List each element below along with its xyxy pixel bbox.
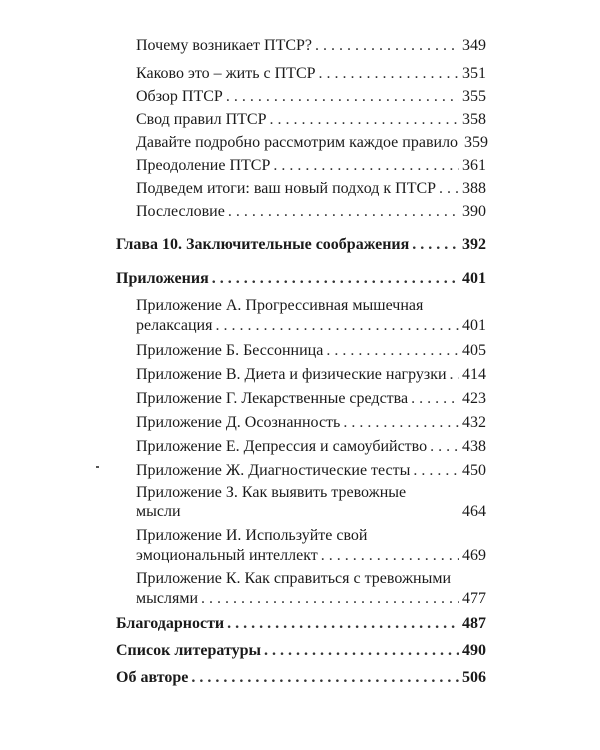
toc-entry-page: 477: [462, 590, 486, 607]
toc-entry-title-line1: Приложение З. Как выявить тревожные: [136, 484, 407, 501]
toc-chapter-entry[interactable]: [116, 236, 486, 254]
toc-chapter-entry[interactable]: [116, 615, 486, 633]
toc-entry-title: Приложение Г. Лекарственные средства: [136, 390, 409, 407]
toc-entry[interactable]: [136, 390, 486, 408]
toc-entry-title: Список литературы: [116, 642, 261, 659]
toc-entry-page: 464: [462, 503, 486, 520]
dot-leader: [201, 590, 459, 608]
dot-leader: [319, 65, 459, 83]
dot-leader: [315, 37, 459, 55]
toc-chapter-entry[interactable]: [116, 642, 486, 660]
toc-entry[interactable]: [136, 503, 486, 521]
toc-entry[interactable]: [136, 203, 486, 221]
toc-entry-title: Преодоление ПТСР: [136, 157, 271, 174]
toc-entry-title-line1: Приложение И. Используйте свой: [136, 527, 368, 544]
dot-leader: [450, 366, 459, 384]
dot-leader: [212, 270, 459, 288]
dot-leader: [411, 390, 459, 408]
toc-entry-page: 401: [462, 317, 486, 334]
toc-entry[interactable]: [136, 317, 486, 335]
dot-leader: [321, 547, 459, 565]
dot-leader: [326, 342, 459, 360]
dot-leader: [269, 111, 459, 129]
toc-entry-title: Свод правил ПТСР: [136, 111, 267, 128]
toc-entry-page: 358: [462, 111, 486, 128]
toc-entry-page: 414: [462, 366, 486, 383]
dot-leader: [191, 669, 459, 687]
toc-entry-page: 390: [462, 203, 486, 220]
toc-entry-page: 432: [462, 414, 486, 431]
toc-entry-page: 469: [462, 547, 486, 564]
toc-entry[interactable]: [136, 134, 489, 152]
toc-entry-page: 490: [462, 642, 486, 659]
toc-entry-page: 423: [462, 390, 486, 407]
toc-entry-title-line2: релаксация: [136, 317, 213, 334]
toc-entry-title: Послесловие: [136, 203, 225, 220]
dot-leader: [226, 88, 459, 106]
toc-entry-title: Благодарности: [116, 615, 225, 632]
toc-entry-page: 388: [462, 180, 486, 197]
toc-entry[interactable]: [136, 157, 486, 175]
toc-entry-page: 487: [462, 615, 486, 632]
toc-entry[interactable]: [136, 180, 486, 198]
toc-entry[interactable]: [136, 366, 486, 384]
toc-entry-page: 401: [462, 270, 486, 287]
toc-entry[interactable]: [136, 547, 486, 565]
toc-entry-page: 359: [464, 134, 489, 151]
toc-entry[interactable]: [136, 414, 486, 432]
dot-leader: [430, 438, 459, 456]
toc-entry-page: 450: [462, 462, 486, 479]
toc-entry-title: Приложение Е. Депрессия и самоубийство: [136, 438, 428, 455]
toc-entry[interactable]: [136, 37, 486, 55]
dot-leader: [413, 462, 459, 480]
toc-entry-page: 349: [462, 37, 486, 54]
dot-leader: [264, 642, 459, 660]
toc-entry[interactable]: [136, 65, 486, 83]
toc-entry-page: 351: [462, 65, 486, 82]
dot-leader: [228, 203, 459, 221]
toc-entry[interactable]: [136, 590, 486, 608]
toc-entry-title: Приложение В. Диета и физические нагрузки: [136, 366, 447, 383]
toc-entry-title: Глава 10. Заключительные соображения: [116, 236, 410, 253]
toc-chapter-entry[interactable]: [116, 669, 486, 687]
toc-chapter-entry[interactable]: [116, 270, 486, 288]
toc-entry-page: 361: [462, 157, 486, 174]
toc-entry-title: Приложение Д. Осознанность: [136, 414, 341, 431]
toc-entry-title: Приложения: [116, 270, 209, 287]
toc-entry-title: Каково это – жить с ПТСР: [136, 65, 316, 82]
toc-entry-title-line2: мыслями: [136, 590, 199, 607]
toc-entry-title: Об авторе: [116, 669, 189, 686]
toc-entry[interactable]: [136, 111, 486, 129]
toc-entry-title-line2: мысли: [136, 503, 181, 520]
dot-leader: [215, 317, 459, 335]
dot-leader: [439, 180, 459, 198]
toc-entry-title: Почему возникает ПТСР?: [136, 37, 313, 54]
toc-entry-title: Приложение Б. Бессонница: [136, 342, 324, 359]
toc-entry[interactable]: [136, 88, 486, 106]
toc-entry-title-line2: эмоциональный интеллект: [136, 547, 318, 564]
dot-leader: [273, 157, 459, 175]
toc-entry[interactable]: [136, 342, 486, 360]
toc-entry-page: 355: [462, 88, 486, 105]
toc-entry[interactable]: [136, 438, 486, 456]
dot-leader: [412, 236, 459, 254]
toc-entry-title: Давайте подробно рассмотрим каждое правило: [136, 134, 459, 151]
toc-entry-title: Приложение Ж. Диагностические тесты: [136, 462, 411, 479]
toc-entry-page: 392: [462, 236, 486, 253]
toc-entry-page: 506: [462, 669, 486, 686]
dot-leader: [227, 615, 459, 633]
toc-entry-title: Обзор ПТСР: [136, 88, 223, 105]
toc-entry-title-line1: Приложение К. Как справиться с тревожными: [136, 570, 452, 587]
toc-entry-page: 405: [462, 342, 486, 359]
toc-entry-title-line1: Приложение А. Прогрессивная мышечная: [136, 297, 424, 314]
toc-entry-title: Подведем итоги: ваш новый подход к ПТСР: [136, 180, 437, 197]
toc-entry-page: 438: [462, 438, 486, 455]
dot-leader: [343, 414, 459, 432]
toc-entry[interactable]: [136, 462, 486, 480]
scan-speck: [96, 466, 99, 468]
